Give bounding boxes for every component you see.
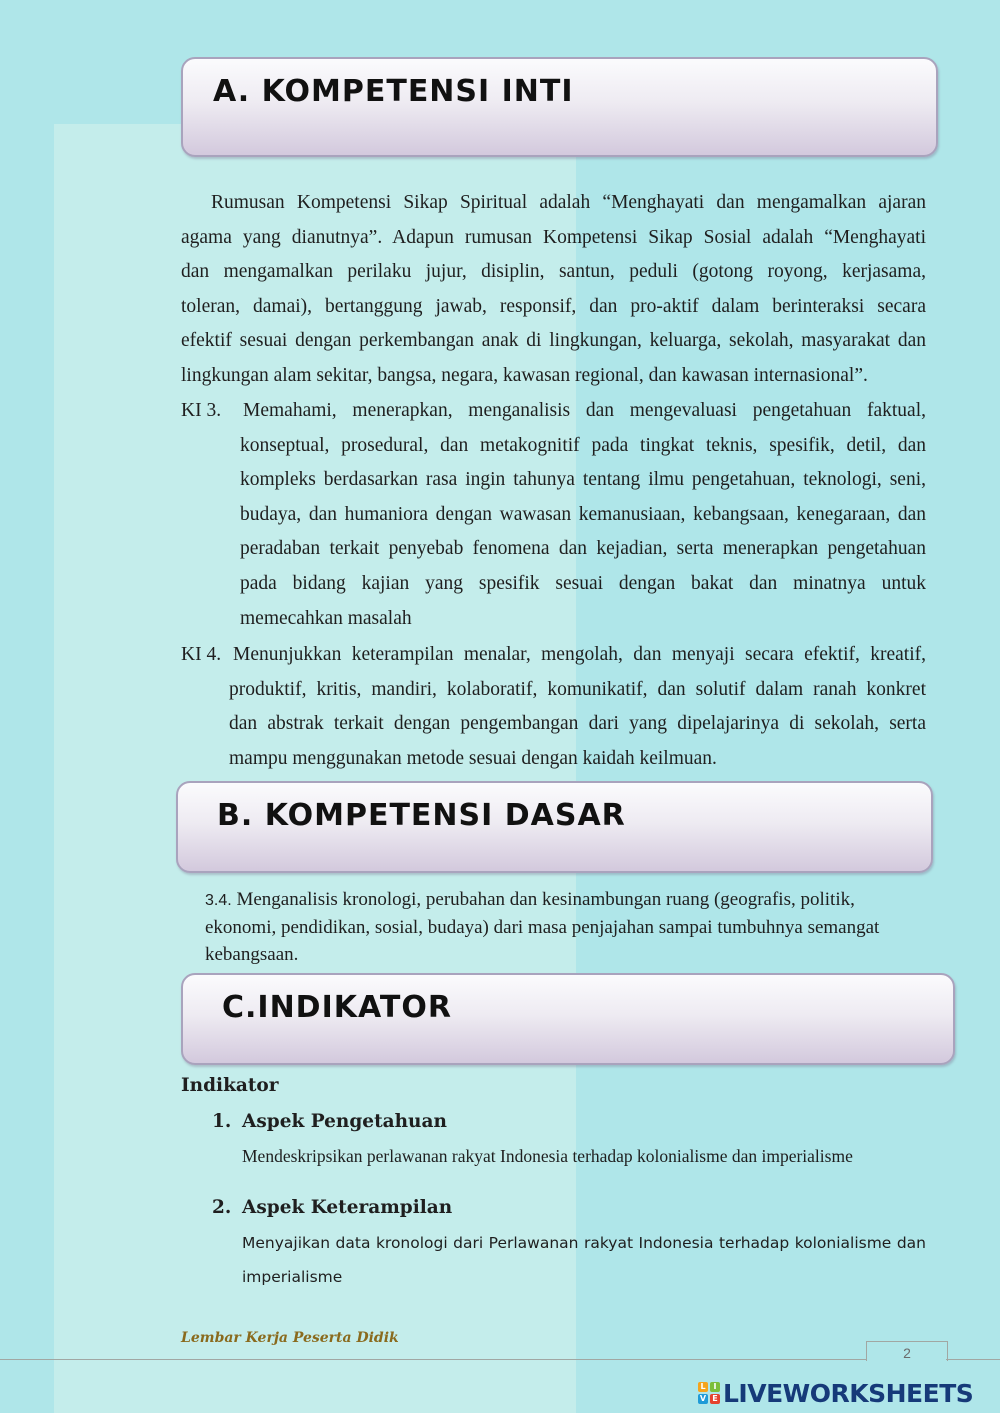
kd-line: ekonomi, pendidikan, sosial, budaya) dari masa penjajahan sampai tumbuhnya semangat (205, 917, 880, 938)
intro-line: toleran, damai), bertanggung jawab, responsif, dan pro-aktif dalam berinteraksi secara (181, 295, 926, 317)
liveworksheets-icon (698, 1382, 720, 1404)
ki4-line: produktif, kritis, mandiri, kolaboratif, komunikatif, dan solutif dalam ranah konkret (229, 678, 926, 700)
intro-line: Rumusan Kompetensi Sikap Spiritual adalah “Menghayati dan mengamalkan ajaran (211, 192, 926, 213)
kd-number: 3.4. (205, 892, 232, 909)
page-number: 2 (866, 1341, 948, 1361)
liveworksheets-brand: LIVEWORKSHEETS (723, 1378, 974, 1408)
section-c-banner (181, 973, 955, 1065)
section-a-banner (181, 57, 938, 157)
ki3-line: budaya, dan humaniora dengan wawasan kemanusiaan, kebangsaan, kenegaraan, dan (240, 503, 926, 525)
item-title: Aspek Keterampilan (242, 1197, 453, 1218)
footer-divider (0, 1359, 866, 1360)
section-a-title: A. KOMPETENSI INTI (213, 74, 574, 109)
liveworksheets-logo (698, 1380, 973, 1406)
ki4-line: Menunjukkan keterampilan menalar, mengolah, dan menyaji secara efektif, kreatif, (233, 644, 926, 665)
ki3-line: kompleks berdasarkan rasa ingin tahunya tentang ilmu pengetahuan, teknologi, seni, (240, 469, 926, 491)
ki4-line: dan abstrak terkait dengan pengembangan dari yang dipelajarinya di sekolah, serta (229, 713, 926, 735)
item-line: imperialisme (242, 1268, 343, 1286)
item-text: Mendeskripsikan perlawanan rakyat Indonesia terhadap kolonialisme dan imperialisme (242, 1146, 853, 1166)
ki4-label: KI 4. (181, 644, 222, 665)
kd-line (205, 886, 930, 914)
logo-letter: L (698, 1382, 708, 1392)
item-line: Menyajikan data kronologi dari Perlawanan rakyat Indonesia terhadap kolonialisme dan (242, 1234, 926, 1252)
ki3-text (240, 394, 926, 636)
kd-line: kebangsaan. (205, 944, 299, 965)
ki3-label: KI 3. (181, 400, 222, 421)
kd-text (205, 886, 930, 968)
ki3-line: konseptual, prosedural, dan metakognitif pada tingkat teknis, spesifik, detil, dan (240, 434, 926, 456)
ki4-line: mampu menggunakan metode sesuai dengan kaidah keilmuan. (229, 747, 717, 769)
ki4-text (229, 638, 926, 776)
ki3-line: memecahkan masalah (240, 607, 412, 629)
footer-title: Lembar Kerja Peserta Didik (181, 1330, 399, 1346)
section-b-title: B. KOMPETENSI DASAR (217, 798, 626, 833)
intro-line: dan mengamalkan perilaku jujur, disiplin, santun, peduli (gotong royong, kerjasama, (181, 261, 926, 283)
item-number: 1. (212, 1111, 232, 1132)
intro-line: lingkungan alam sekitar, bangsa, negara, kawasan regional, dan kawasan internasional”. (181, 364, 868, 386)
item-title: Aspek Pengetahuan (242, 1111, 447, 1132)
intro-paragraph (181, 186, 926, 394)
ki3-line: peradaban terkait penyebab fenomena dan kejadian, serta menerapkan pengetahuan (240, 538, 926, 560)
intro-line: efektif sesuai dengan perkembangan anak di lingkungan, keluarga, sekolah, masyarakat dan (181, 330, 926, 352)
logo-letter: E (710, 1394, 720, 1404)
section-b-banner (176, 781, 933, 873)
logo-letter: I (710, 1382, 720, 1392)
section-c-title: C.INDIKATOR (222, 990, 452, 1025)
indikator-heading: Indikator (181, 1075, 279, 1096)
footer-divider (946, 1359, 1000, 1360)
ki3-line: Memahami, menerapkan, menganalisis dan mengevaluasi pengetahuan faktual, (243, 400, 926, 421)
item-text (242, 1226, 926, 1294)
item-number: 2. (212, 1197, 232, 1218)
intro-line: agama yang dianutnya”. Adapun rumusan Kompetensi Sikap Sosial adalah “Menghayati (181, 226, 926, 248)
kd-line-text: Menganalisis kronologi, perubahan dan kesinambungan ruang (geografis, politik, (236, 889, 855, 910)
ki3-line: pada bidang kajian yang spesifik sesuai dengan bakat dan minatnya untuk (240, 572, 926, 594)
logo-letter: V (699, 1394, 707, 1403)
